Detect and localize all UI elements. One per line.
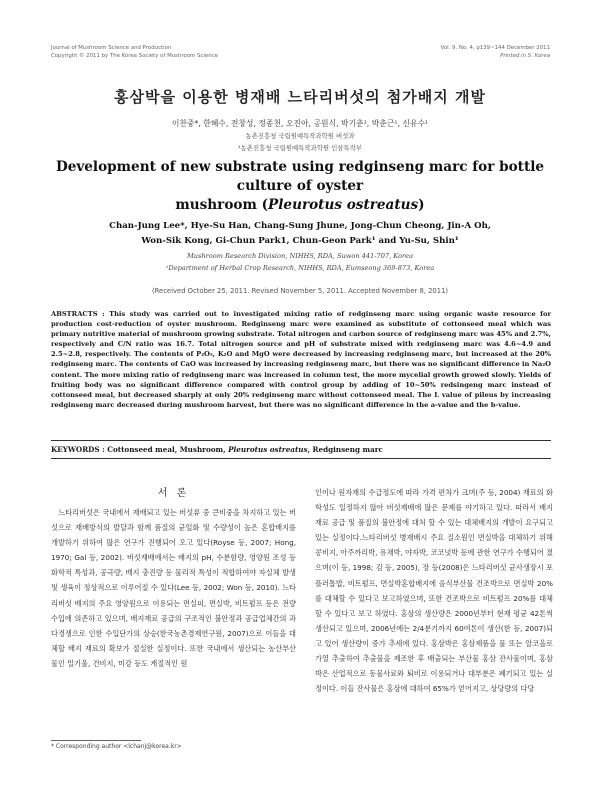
english-affiliation-2: ¹Department of Herbal Crop Research, NIHHS, RDA, Eumseong 369-873, Korea: [165, 264, 435, 272]
korean-authors: 이찬중*, 한혜수, 전창성, 정종천, 오진아, 공원식, 박기춘¹, 박춘근¹, 신유수¹: [171, 119, 429, 128]
english-title-line-1: Development of new substrate using redginseng marc for bottle culture of oyster: [55, 159, 545, 194]
journal-name: Journal of Mushroom Science and Production: [51, 45, 172, 51]
corresponding-author-footnote: * Corresponding author <lchanj@korea.kr>: [51, 743, 182, 750]
keywords-part-1: Cottonseed meal, Mushroom,: [107, 445, 229, 454]
english-affiliation-1: Mushroom Research Division, NIHHS, RDA, Suwon 441-707, Korea: [186, 252, 414, 260]
intro-paragraph-right: 인이나 원자재의 수급정도에 따라 가격 편차가 크며(주 등, 2004) 재료의 화학성도 일정하지 않아 버섯재배에 많은 문제를 야기하고 있다. 따라서 배지재료 공급 및 품질의 불안정에 대처 할 수 있는 대체배지의 개발이 요구되고 있는 실정이다.느타리버섯 병재배시 주요 질소원인 면실박을 대체하기 위해 콩비지, 아주까리박, 유채박, 야자박, 코코넛박 등에 관한 연구가 수행되어 졌으며(이 등, 1998; 김 등, 2005), 장 등(2008)은 느타리버섯 균사생장시 포플러톱밥, 비트펄프, 면실박혼합배지에 음식부산물 건조박으로 면실박 20%를 대체할 수 있다고 보고하였으며, 또한 건조박으로 비트펄프 20%를 대체할 수 있다고 보고 하였다. 홍삼의 생산량은 2000년부터 현재 평균 42톤씩 생산되고 있으며, 2006년에는 2/4분기까지 60여톤이 생산(한 등, 2007)되고 있어 생산량이 증가 추세에 있다. 홍삼박은 홍삼제품을 물 또는 알코올로 가열 추출하여 추출물을 제조한 후 배출되는 부산물 홍삼 잔사물이며, 홍삼박은 산업적으로 동물사료와 퇴비로 이용되거나 대부분은 폐기되고 있는 실정이다. 이들 잔사물은 홍삼에 대하여 65%가 얻어지고, 상당량의 다당: [315, 488, 553, 694]
english-authors-line-1: Chan-Jung Lee*, Hye-Su Han, Chang-Sung Jhune, Jong-Chun Cheong, Jin-A Oh,: [109, 221, 491, 231]
divider-bottom: [51, 458, 551, 459]
korean-affiliation-2: ¹농촌진흥청 국립원예특작과학원 인삼특작부: [238, 144, 362, 152]
journal-header: [51, 44, 218, 60]
copyright-line: Copyright © 2011 by The Korea Society of Mushroom Science: [51, 53, 218, 59]
volume-info: Vol. 9, No. 4, p139~144 December 2011: [440, 45, 550, 51]
english-title-line-2: [40, 196, 560, 215]
intro-paragraph-left: 느타리버섯은 국내에서 재배되고 있는 버섯류 중 큰비중을 차지하고 있는 버섯으로 재배방식의 발달과 함께 품질의 균일화 및 수량성이 높은 혼합배지를 개발하기 위하여 많은 연구가 진행되어 오고 있다(Royse 등, 2007; Hong, 1970; Gal 등, 2002). 버섯재배에서는 배지의 pH, 수분함량, 영양원 조성 등 화학적 특성과, 공극량, 배지 충진량 등 물리적 특성이 적합하여야 자실체 발생 및 생육이 정상적으로 이루어질 수 있다(Lee 등, 2002; Won 등, 2010). 느타리버섯 배지의 주요 영양원으로 이용되는 면실피, 면실박, 비트펄프 등은 전량 수입에 의존하고 있으며, 배지재료 공급의 구조적인 불안정과 공급업체간의 과다경쟁으로 인한 수입단가의 상승(한국농촌경제연구원, 2007)으로 이들을 대체할 배지 재료의 확보가 절실한 실정이다. 또한 국내에서 생산되는 농산부산물인 밀기울, 건비지, 미강 등도 계절적인 원: [51, 508, 296, 668]
issue-header: [441, 44, 550, 60]
english-authors-line-2: Won-Sik Kong, Gi-Chun Park1, Chun-Geon Park¹ and Yu-Su, Shin¹: [141, 236, 459, 246]
title-species: Pleurotus ostreatus: [268, 197, 419, 213]
left-column: [51, 505, 296, 671]
abstract-text: This study was carried out to investigated mixing ratio of redginseng marc using organic waste resource for production cost-reduction of oyster mushroom. Redginseng marc were examined as substitute of cottonseed meal which was primary nutritive material of mushroom growing substrate. Total nitrogen and carbon source of redginseng marc was 45% and 2.7%, respectively and C/N ratio was 16.7. Total nitrogen source and pH of substrate mixed with redginseng marc was 4.6~4.9 and 2.5~2.8, respectively. The contents of P₂O₅, K₂O and MgO were decreased by increasing redginseng marc, but increased at the 20% redginseng marc. The contents of CaO was increased by increasing redginseng marc, but there was no significant difference in Na₂O content. The more mixing ratio of redginseng marc was increased in column test, the more mycelial growth growed slowly. Yields of fruiting body was no significant difference compared with control group by adding of 10~50% redsingeng marc instead of cottonseed meal, but decreased sharply at only 20% redginseng marc without cottonseed meal. The L value of pileus by increasing redginseng marc decreased during mushroom harvest, but there was no significant difference in the a-value and the b-value.: [51, 310, 551, 409]
right-column: [315, 485, 553, 696]
keywords-part-2: , Redginseng marc: [307, 445, 383, 454]
section-title: 서 론: [157, 488, 190, 499]
divider-top: [51, 440, 551, 441]
keywords-label: KEYWORDS :: [51, 445, 108, 454]
korean-affiliation-1: 농촌진흥청 국립원예특작과학원 버섯과: [245, 132, 355, 140]
title-prefix: mushroom (: [175, 197, 269, 213]
footnote-divider: [51, 740, 141, 741]
korean-title: 홍삼박을 이용한 병재배 느타리버섯의 첨가배지 개발: [114, 88, 486, 106]
title-suffix: ): [418, 197, 425, 213]
keywords: [51, 445, 551, 454]
received-dates: (Received October 25, 2011. Revised November 5, 2011. Accepted November 8, 2011): [151, 287, 449, 295]
keywords-species: Pleurotus ostreatus: [228, 445, 308, 454]
abstract-label: ABSTRACTS :: [51, 310, 110, 318]
abstract: [51, 309, 551, 410]
printed-in: Printed in S. Korea: [500, 53, 550, 59]
english-title: [40, 158, 560, 215]
